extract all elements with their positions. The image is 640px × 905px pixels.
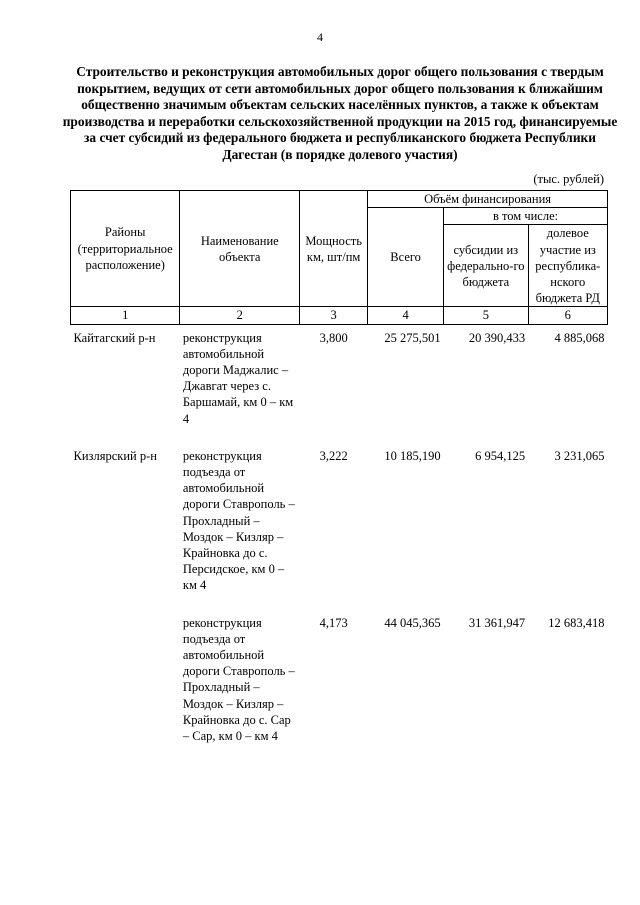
- republic-cell: 3 231,065: [554, 448, 605, 463]
- district-cell: Кизлярский р-н: [73, 448, 157, 463]
- capacity-cell: 3,800: [319, 330, 348, 345]
- header-capacity: Мощность км, шт/пм: [300, 191, 368, 307]
- federal-cell: 20 390,433: [468, 330, 526, 345]
- republic-cell: 4 885,068: [554, 330, 605, 345]
- table-row: [71, 443, 608, 610]
- total-cell: 44 045,365: [384, 615, 441, 630]
- column-number: 5: [444, 307, 529, 324]
- district-cell: Кайтагский р-н: [73, 330, 156, 345]
- federal-cell: 6 954,125: [475, 448, 526, 463]
- page-number: 4: [317, 30, 323, 44]
- header-republic: долевое участие из республика-нского бюджета РД: [528, 225, 607, 307]
- column-number: 2: [180, 307, 300, 324]
- header-including: в том числе:: [444, 208, 608, 225]
- federal-cell: 31 361,947: [468, 615, 526, 630]
- header-district: Районы (территориальное расположение): [71, 191, 180, 307]
- units-note: (тыс. рублей): [533, 172, 604, 186]
- capacity-cell: 4,173: [319, 615, 348, 630]
- object-cell: реконструкция автомобильной дороги Маджалис – Джавгат через с. Баршамай, км 0 – км 4: [182, 330, 294, 426]
- header-total: Всего: [368, 208, 444, 307]
- header-federal: субсидии из федерально-го бюджета: [444, 225, 529, 307]
- table-row: [71, 610, 608, 761]
- object-cell: реконструкция подъезда от автомобильной дороги Ставрополь – Прохладный – Моздок – Кизляр – Крайновка до с. Сар – Сар, км 0 – км 4: [182, 615, 295, 744]
- column-number: 1: [71, 307, 180, 324]
- header-object: Наименование объекта: [180, 191, 300, 307]
- object-cell: реконструкция подъезда от автомобильной дороги Ставрополь – Прохладный – Моздок – Кизляр – Крайновка до с. Персидское, км 0 – км 4: [182, 448, 295, 593]
- total-cell: 25 275,501: [384, 330, 441, 345]
- total-cell: 10 185,190: [384, 448, 441, 463]
- district-cell: [71, 610, 180, 761]
- column-number: 6: [528, 307, 607, 324]
- table-row: [71, 324, 608, 443]
- financing-table: [70, 190, 608, 760]
- header-financing: Объём финансирования: [368, 191, 608, 208]
- republic-cell: 12 683,418: [548, 615, 605, 630]
- column-number: 4: [368, 307, 444, 324]
- document-title: Строительство и реконструкция автомобильных дорог общего пользования с твердым покрытием, ведущих от сети автомобильных дорог общего пользования к ближайшим общественно значимым объектам сельских населённых пунктов, а также к объектам производства и переработки сельскохозяйственной продукции на 2015 год, финансируемые за счет субсидий из федерального бюджета и республиканского бюджета Республики Дагестан (в порядке долевого участия): [62, 64, 618, 162]
- column-number: 3: [300, 307, 368, 324]
- capacity-cell: 3,222: [319, 448, 348, 463]
